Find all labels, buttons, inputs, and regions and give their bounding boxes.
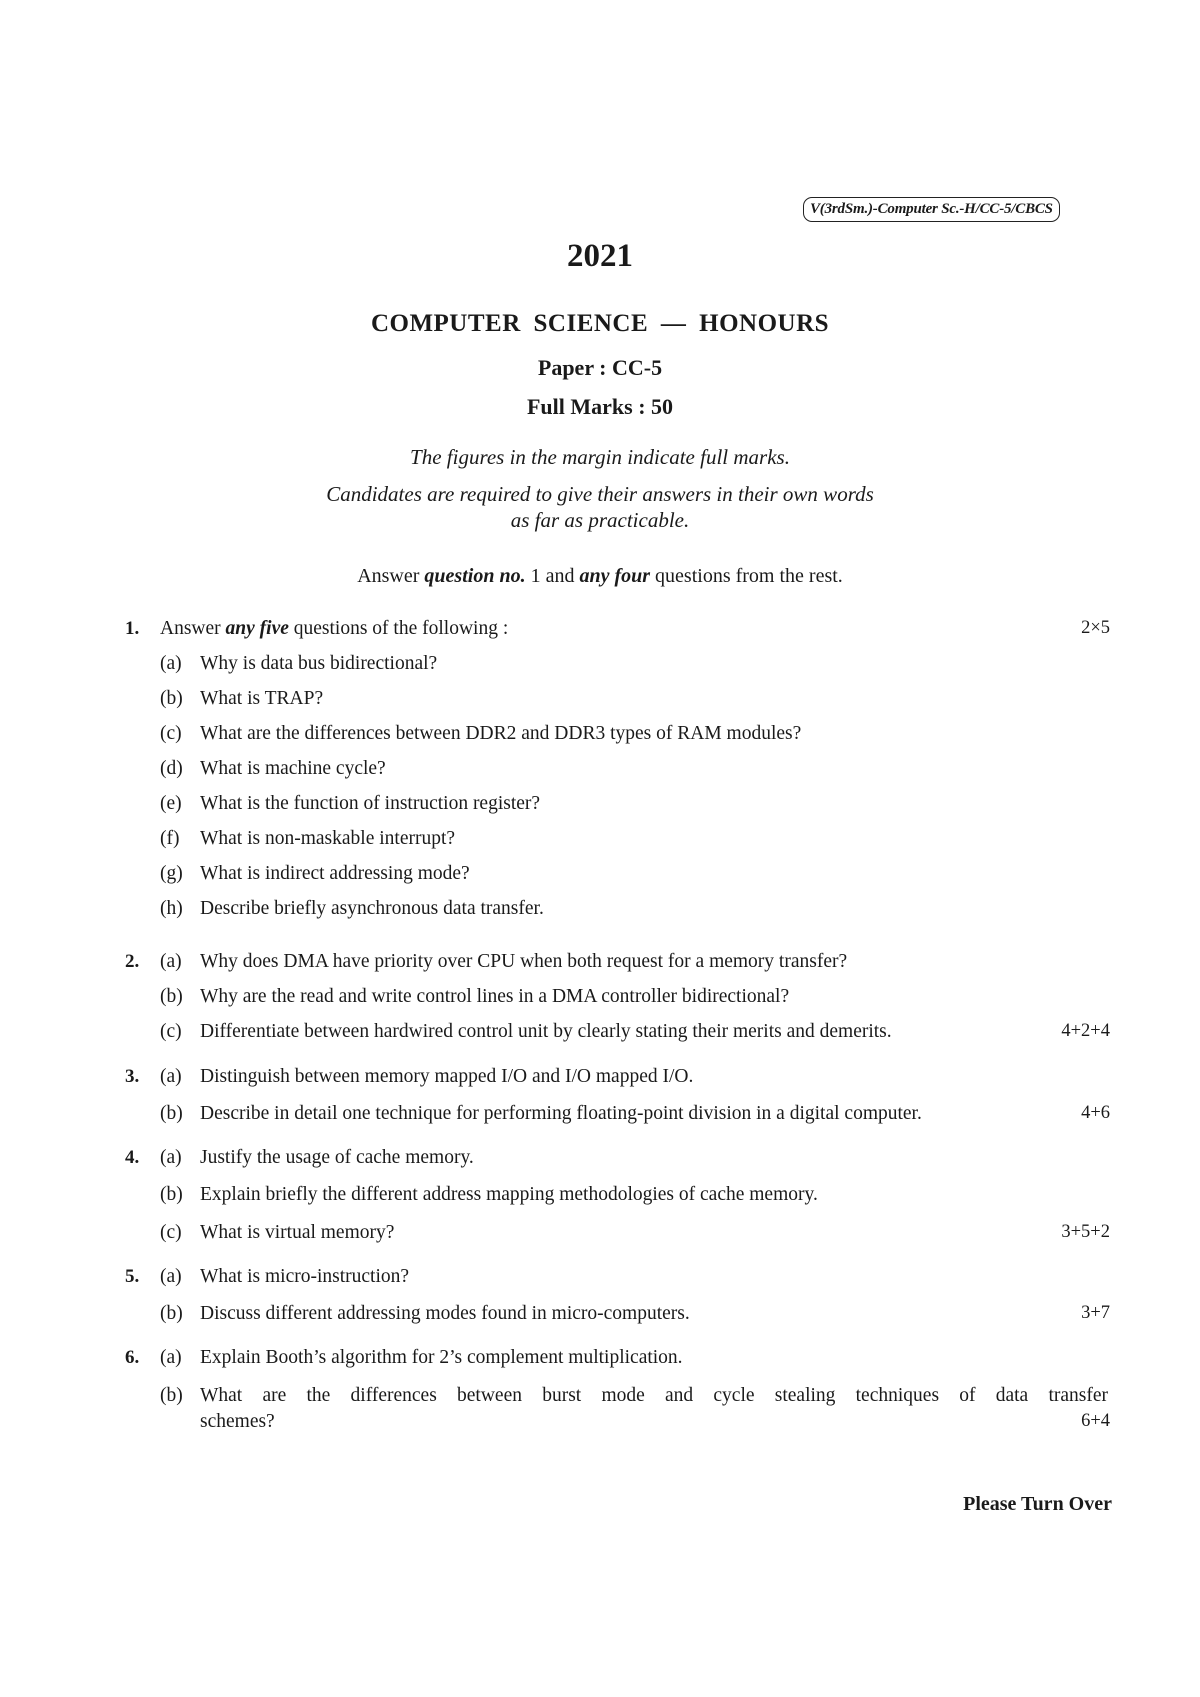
q2-marks: 4+2+4 bbox=[1061, 1021, 1110, 1041]
q1e-label: (e) bbox=[160, 793, 182, 814]
q1d-label: (d) bbox=[160, 758, 183, 779]
q1h-text: Describe briefly asynchronous data transfer. bbox=[200, 898, 544, 919]
q2c-label: (c) bbox=[160, 1021, 182, 1042]
answer-bold-2: any four bbox=[579, 565, 651, 587]
subject-title: COMPUTER SCIENCE — HONOURS bbox=[370, 310, 830, 337]
q1-intro-bold: any five bbox=[225, 618, 289, 639]
q1g-label: (g) bbox=[160, 863, 183, 884]
q2a-label: (a) bbox=[160, 951, 182, 972]
exam-year: 2021 bbox=[567, 238, 633, 274]
q6-number: 6. bbox=[125, 1347, 140, 1368]
q3-marks: 4+6 bbox=[1081, 1103, 1110, 1123]
answer-instruction bbox=[0, 565, 1200, 588]
q1b-label: (b) bbox=[160, 688, 183, 709]
instruction-practicable: as far as practicable. bbox=[510, 508, 690, 532]
q6-marks: 6+4 bbox=[1081, 1411, 1110, 1431]
paper-code: Paper : CC-5 bbox=[537, 355, 663, 380]
q4b-label: (b) bbox=[160, 1184, 183, 1205]
q4c-label: (c) bbox=[160, 1222, 182, 1243]
q5-number: 5. bbox=[125, 1266, 140, 1287]
q5b-text: Discuss different addressing modes found in micro-computers. bbox=[200, 1303, 690, 1324]
q2-number: 2. bbox=[125, 951, 140, 972]
q1-intro bbox=[160, 618, 508, 640]
q6b-text-continued: schemes? bbox=[200, 1411, 275, 1432]
q1c-text: What are the differences between DDR2 and DDR3 types of RAM modules? bbox=[200, 723, 802, 744]
q1d-text: What is machine cycle? bbox=[200, 758, 386, 779]
q1-intro-post: questions of the following : bbox=[293, 618, 509, 639]
q1e-text: What is the function of instruction register? bbox=[200, 793, 541, 814]
q1a-text: Why is data bus bidirectional? bbox=[200, 653, 438, 674]
q1-number: 1. bbox=[125, 618, 140, 639]
q6a-label: (a) bbox=[160, 1347, 182, 1368]
q3b-text: Describe in detail one technique for performing floating-point division in a digital computer. bbox=[200, 1103, 922, 1124]
q4c-text: What is virtual memory? bbox=[200, 1222, 395, 1243]
q6b-text: What are the differences between burst mode and cycle stealing techniques of data transfer bbox=[200, 1385, 1108, 1406]
q6a-text: Explain Booth’s algorithm for 2’s complement multiplication. bbox=[200, 1347, 683, 1368]
q3b-label: (b) bbox=[160, 1103, 183, 1124]
answer-mid: 1 and bbox=[530, 565, 575, 587]
q4a-label: (a) bbox=[160, 1147, 182, 1168]
q6b-label: (b) bbox=[160, 1385, 183, 1406]
q4-number: 4. bbox=[125, 1147, 140, 1168]
q3-number: 3. bbox=[125, 1066, 140, 1087]
answer-bold-1: question no. bbox=[424, 565, 526, 587]
q1c-label: (c) bbox=[160, 723, 182, 744]
q1g-text: What is indirect addressing mode? bbox=[200, 863, 470, 884]
q4-marks: 3+5+2 bbox=[1061, 1222, 1110, 1242]
q1h-label: (h) bbox=[160, 898, 183, 919]
q1-marks: 2×5 bbox=[1081, 618, 1110, 638]
q4b-text: Explain briefly the different address mapping methodologies of cache memory. bbox=[200, 1184, 818, 1205]
q2b-label: (b) bbox=[160, 986, 183, 1007]
q5-marks: 3+7 bbox=[1081, 1303, 1110, 1323]
q2a-text: Why does DMA have priority over CPU when both request for a memory transfer? bbox=[200, 951, 848, 972]
q4a-text: Justify the usage of cache memory. bbox=[200, 1147, 474, 1168]
q2b-text: Why are the read and write control lines in a DMA controller bidirectional? bbox=[200, 986, 790, 1007]
q3a-text: Distinguish between memory mapped I/O and I/O mapped I/O. bbox=[200, 1066, 694, 1087]
q5a-text: What is micro-instruction? bbox=[200, 1266, 410, 1287]
paper-code-box: V(3rdSm.)-Computer Sc.-H/CC-5/CBCS bbox=[803, 197, 1060, 222]
instruction-margin: The figures in the margin indicate full marks. bbox=[410, 445, 790, 469]
q3a-label: (a) bbox=[160, 1066, 182, 1087]
q5a-label: (a) bbox=[160, 1266, 182, 1287]
q5b-label: (b) bbox=[160, 1303, 183, 1324]
answer-pre: Answer bbox=[357, 565, 420, 587]
q1a-label: (a) bbox=[160, 653, 182, 674]
q1f-label: (f) bbox=[160, 828, 180, 849]
full-marks: Full Marks : 50 bbox=[526, 394, 674, 419]
please-turn-over: Please Turn Over bbox=[963, 1493, 1112, 1515]
q2c-text: Differentiate between hardwired control unit by clearly stating their merits and demerits. bbox=[200, 1021, 892, 1042]
answer-post: questions from the rest. bbox=[655, 565, 843, 587]
instruction-own-words: Candidates are required to give their answers in their own words bbox=[326, 482, 874, 506]
q1-intro-pre: Answer bbox=[160, 618, 221, 639]
q1b-text: What is TRAP? bbox=[200, 688, 324, 709]
q1f-text: What is non-maskable interrupt? bbox=[200, 828, 456, 849]
